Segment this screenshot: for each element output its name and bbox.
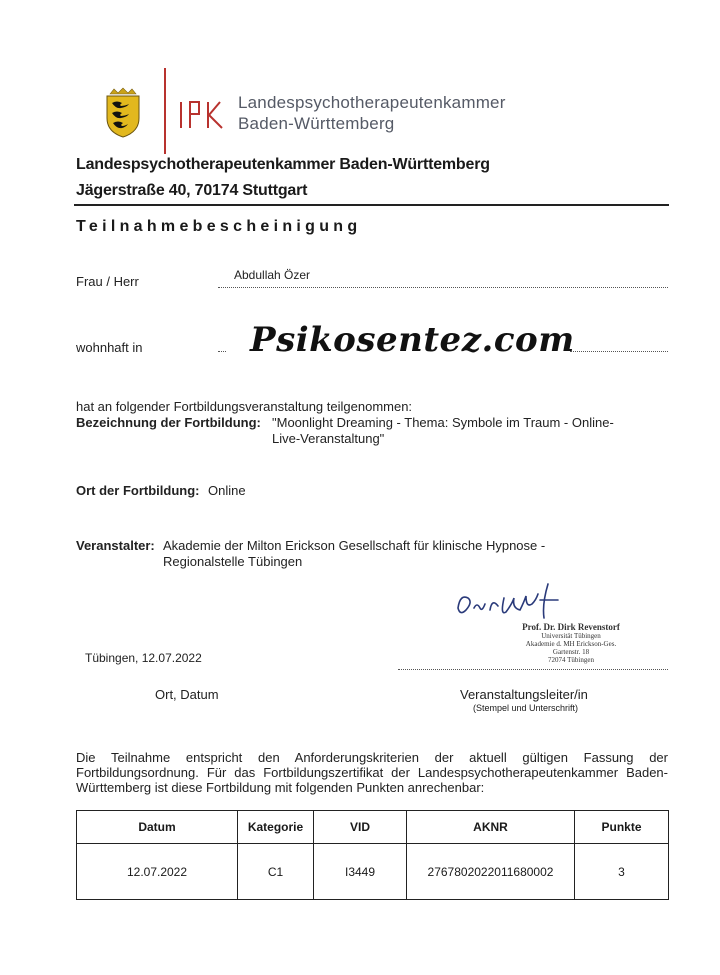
organizer-line2: Regionalstelle Tübingen: [163, 554, 303, 569]
stamp-academy: Akademie d. MH Erickson-Ges.: [525, 640, 617, 648]
course-title-line1: "Moonlight Dreaming - Thema: Symbole im Traum - Online-: [272, 415, 614, 430]
organizer-line1: Akademie der Milton Erickson Gesellschaft für klinische Hypnose -: [163, 538, 546, 553]
watermark-text: Psikosentez.com: [250, 320, 575, 360]
organizer-label: Veranstalter:: [76, 538, 155, 553]
header-category: Kategorie: [238, 811, 314, 844]
header-vid: VID: [314, 811, 407, 844]
course-label: Bezeichnung der Fortbildung:: [76, 415, 261, 430]
organizer-stamp: [505, 622, 637, 664]
criteria-paragraph: Die Teilnahme entspricht den Anforderungskriterien der aktuell gültigen Fassung der Fortbildungsordnung. Für das Fortbildungszertifikat der Landespsychotherapeutenkammer Baden-Württemberg ist diese Fortbildung mit folgenden Punkten anrechenbar:: [76, 750, 668, 795]
organization-name-line2: Baden-Württemberg: [238, 114, 395, 133]
signature-line: [398, 669, 668, 670]
handwritten-signature: [452, 578, 570, 624]
course-title-line2: Live-Veranstaltung": [272, 431, 385, 446]
header-aknr: AKNR: [407, 811, 575, 844]
location-label: Ort der Fortbildung:: [76, 483, 200, 498]
chamber-address: Jägerstraße 40, 70174 Stuttgart: [76, 182, 308, 199]
place-date-value: Tübingen, 12.07.2022: [85, 651, 202, 665]
document-title: Teilnahmebescheinigung: [76, 218, 362, 235]
residence-line-start: [218, 351, 226, 352]
cell-vid: I3449: [314, 844, 407, 900]
lpk-logo-icon: [160, 68, 230, 154]
table-row: [77, 844, 669, 900]
location-value: Online: [208, 483, 246, 498]
name-line: [218, 287, 668, 288]
leader-sublabel: (Stempel und Unterschrift): [473, 703, 579, 713]
place-date-label: Ort, Datum: [155, 687, 219, 702]
residence-line-end: [570, 351, 668, 352]
chamber-name: Landespsychotherapeutenkammer Baden-Württemberg: [76, 156, 490, 173]
header-divider: [74, 204, 669, 206]
leader-label: Veranstaltungsleiter/in: [460, 687, 588, 702]
name-value: Abdullah Özer: [234, 268, 311, 282]
stamp-name: Prof. Dr. Dirk Revenstorf: [522, 622, 620, 632]
points-table: [76, 810, 669, 900]
points-table-header: [77, 811, 669, 844]
organization-name-line1: Landespsychotherapeutenkammer: [238, 93, 506, 112]
participation-statement: hat an folgender Fortbildungsveranstaltung teilgenommen:: [76, 399, 413, 414]
name-label: Frau / Herr: [76, 274, 139, 289]
cell-aknr: 2767802022011680002: [407, 844, 575, 900]
stamp-city: 72074 Tübingen: [548, 656, 594, 664]
header-points: Punkte: [575, 811, 669, 844]
cell-points: 3: [575, 844, 669, 900]
stamp-street: Gartenstr. 18: [552, 648, 590, 656]
organization-name: [238, 92, 506, 134]
residence-label: wohnhaft in: [76, 340, 143, 355]
cell-category: C1: [238, 844, 314, 900]
stamp-university: Universität Tübingen: [541, 632, 601, 640]
cell-date: 12.07.2022: [77, 844, 238, 900]
header-date: Datum: [77, 811, 238, 844]
coat-of-arms-icon: [104, 86, 142, 138]
